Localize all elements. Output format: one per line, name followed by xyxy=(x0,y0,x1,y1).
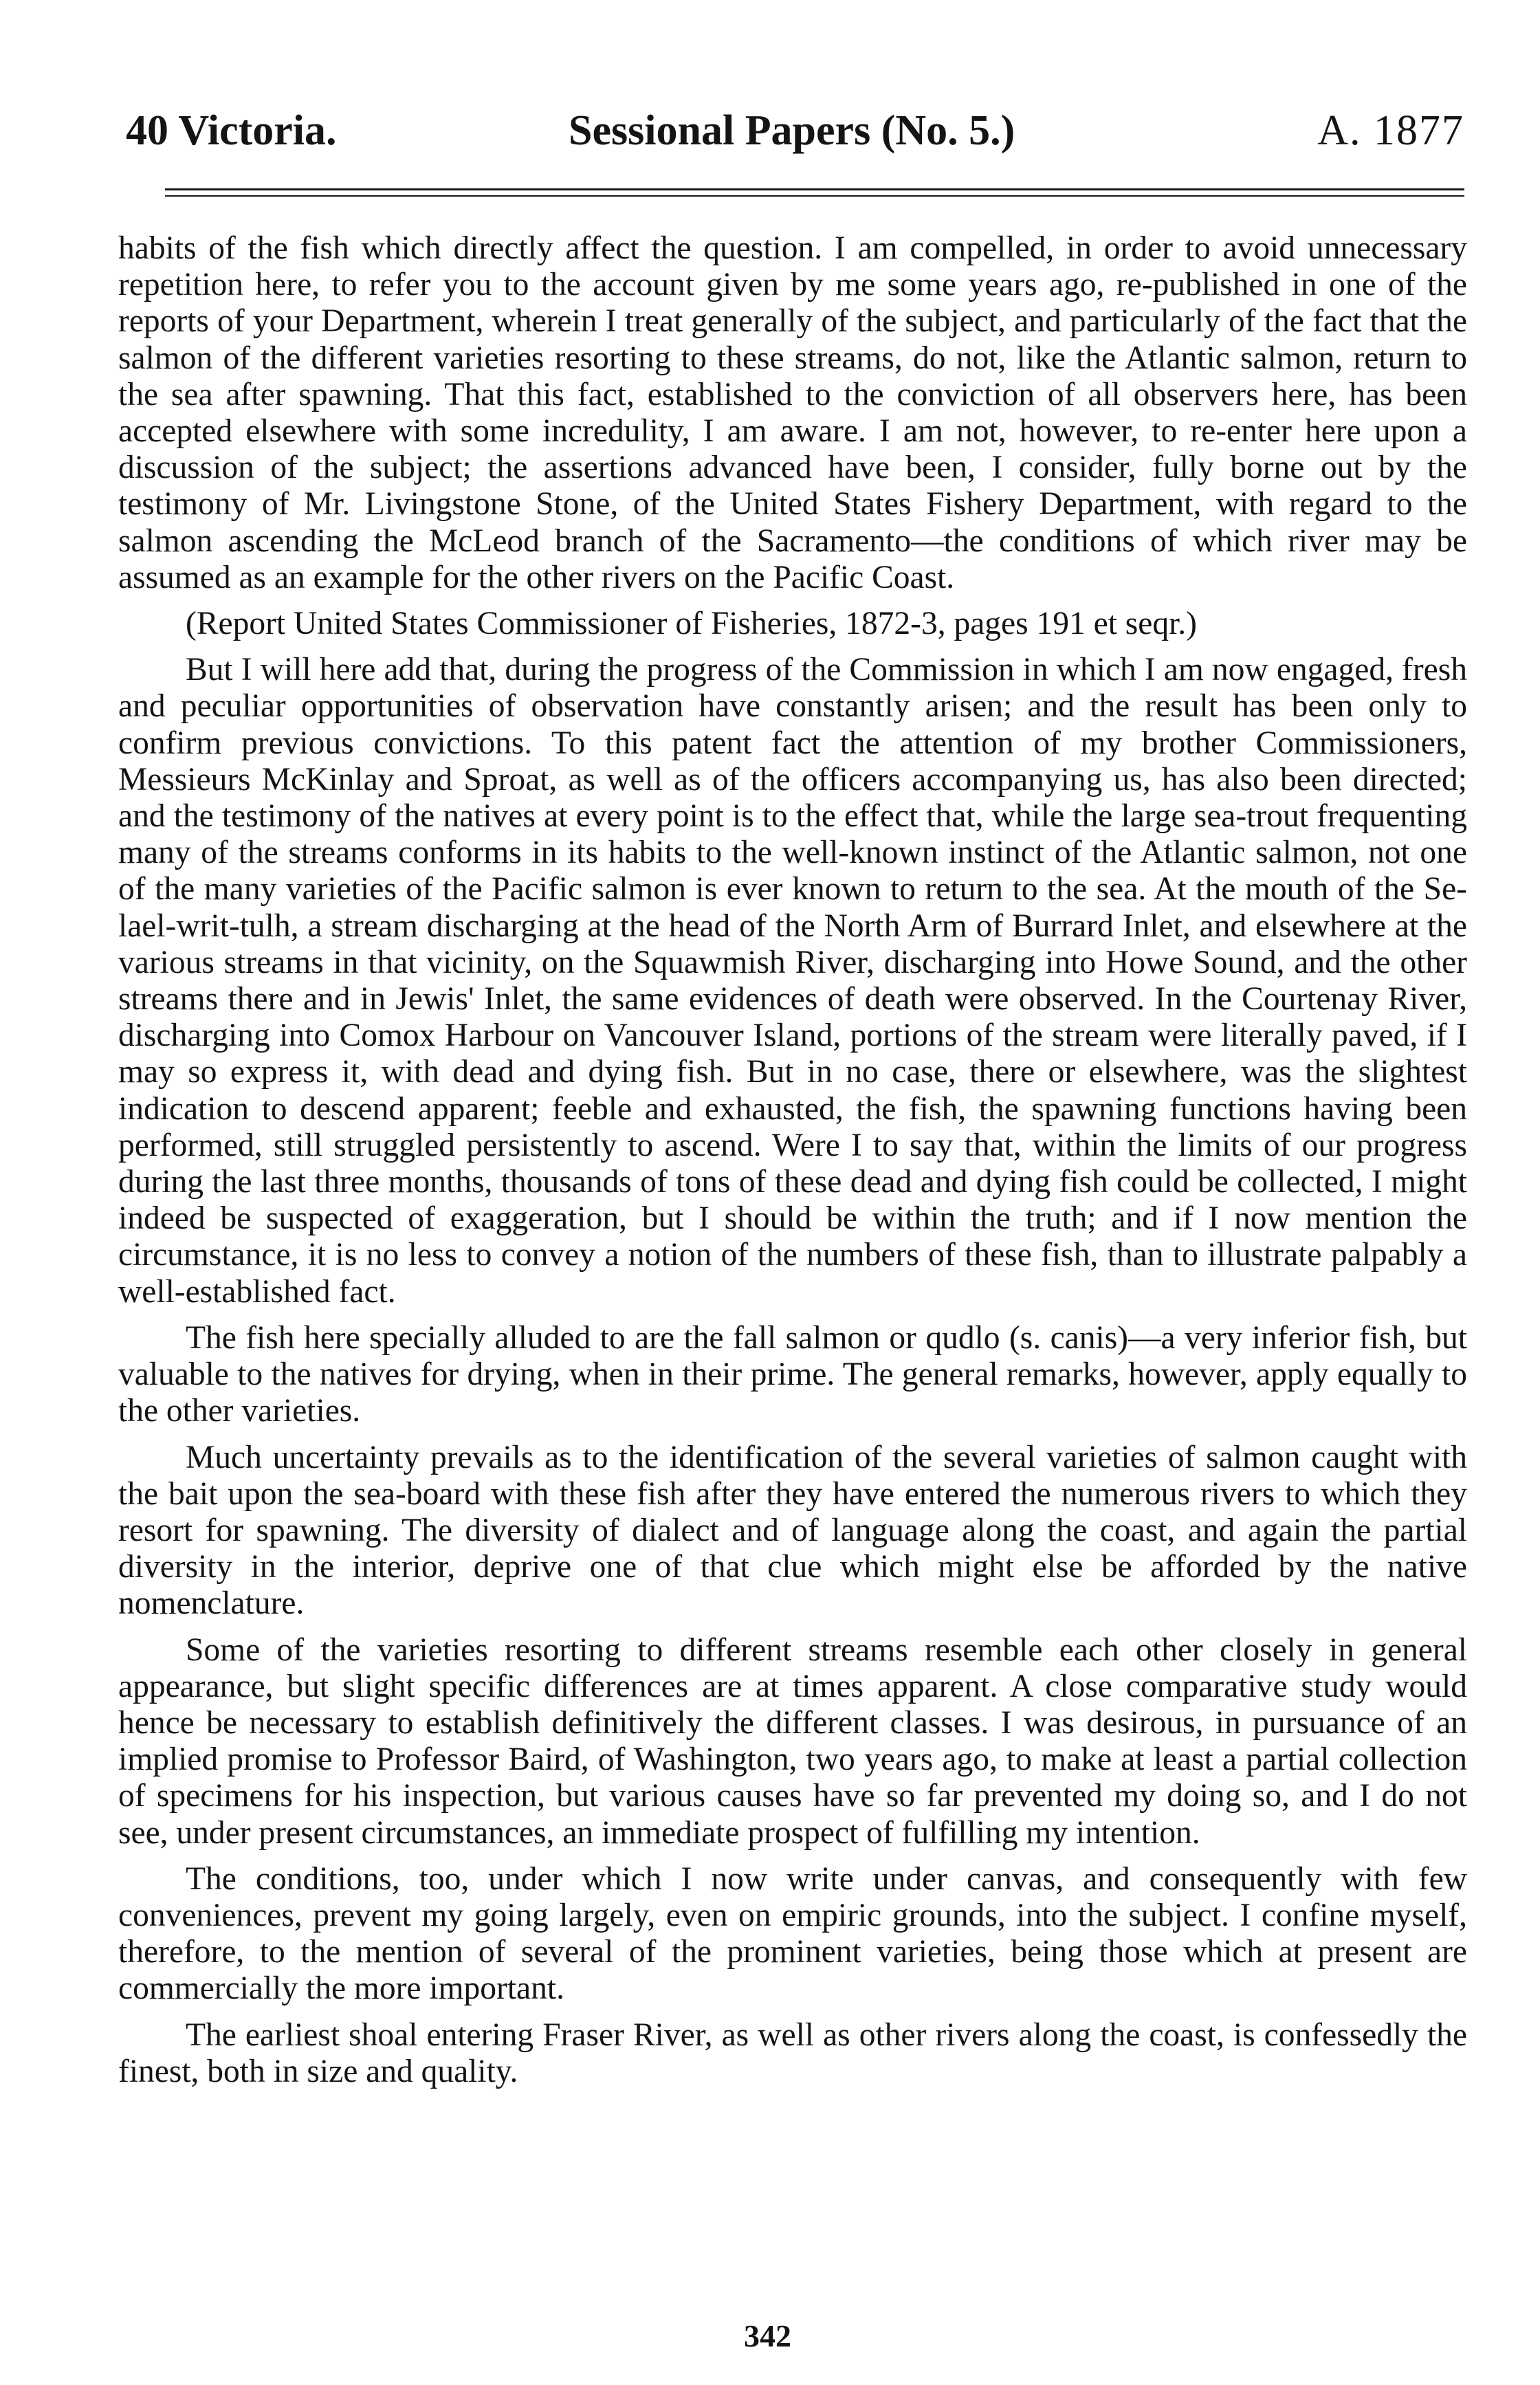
paragraph: Much uncertainty prevails as to the identification of the several varieties of salmon caught with the bait upon the sea-board with these fish after they have entered the numerous rivers to which they resort for spawning. The diversity of dialect and of language along the coast, and again the partial diversity in the interior, deprive one of that clue which might else be afforded by the native nomenclature. xyxy=(118,1439,1467,1622)
page-header xyxy=(120,103,1464,179)
paragraph: The earliest shoal entering Fraser River, as well as other rivers along the coast, is confessedly the finest, both in size and quality. xyxy=(118,2016,1467,2089)
paragraph-continued: habits of the fish which directly affect the question. I am compelled, in order to avoid unnecessary repetition here, to refer you to the account given by me some years ago, re-published in one of the reports of your Department, wherein I treat generally of the subject, and particularly of the fact that the salmon of the different varieties resorting to these streams, do not, like the Atlantic salmon, return to the sea after spawning. That this fact, established to the conviction of all observers here, has been accepted elsewhere with some incredulity, I am aware. I am not, however, to re-enter here upon a discussion of the subject; the assertions advanced have been, I consider, fully borne out by the testimony of Mr. Livingstone Stone, of the United States Fishery Department, with regard to the salmon ascending the McLeod branch of the Sacramento—the conditions of which river may be assumed as an example for the other rivers on the Pacific Coast. xyxy=(118,230,1467,595)
header-title: Sessional Papers (No. 5.) xyxy=(569,107,1015,154)
citation: (Report United States Commissioner of Fisheries, 1872-3, pages 191 et seqr.) xyxy=(186,606,1197,642)
paragraph: Some of the varieties resorting to different streams resemble each other closely in general appearance, but slight specific differences are at times apparent. A close comparative study would hence be necessary to establish definitively the different classes. I was desirous, in pursuance of an implied promise to Professor Baird, of Washington, two years ago, to make at least a partial collection of specimens for his inspection, but various causes have so far prevented my doing so, and I do not see, under present circumstances, an immediate prospect of fulfilling my intention. xyxy=(118,1631,1467,1851)
header-year: A. 1877 xyxy=(1317,107,1464,154)
paragraph: The fish here specially alluded to are the fall salmon or qudlo (s. canis)—a very inferior fish, but valuable to the natives for drying, when in their prime. The general remarks, however, apply equally to the other varieties. xyxy=(118,1319,1467,1429)
page-body xyxy=(118,230,1467,2100)
header-session: 40 Victoria. xyxy=(126,107,337,154)
header-rule-thin xyxy=(165,195,1464,197)
page-number: 342 xyxy=(744,2318,791,2353)
paragraph: But I will here add that, during the progress of the Commission in which I am now engaged, fresh and peculiar opportunities of observation have constantly arisen; and the result has been only to confirm previous convictions. To this patent fact the attention of my brother Commissioners, Messieurs McKinlay and Sproat, as well as of the officers accompanying us, has also been directed; and the testimony of the natives at every point is to the effect that, while the large sea-trout frequenting many of the streams conforms in its habits to the well-known instinct of the Atlantic salmon, not one of the many varieties of the Pacific salmon is ever known to return to the sea. At the mouth of the Se-lael-writ-tulh, a stream discharging at the head of the North Arm of Burrard Inlet, and elsewhere at the various streams in that vicinity, on the Squawmish River, discharging into Howe Sound, and the other streams there and in Jewis' Inlet, the same evidences of death were observed. In the Courtenay River, discharging into Comox Harbour on Vancouver Island, portions of the stream were literally paved, if I may so express it, with dead and dying fish. But in no case, there or elsewhere, was the slightest indication to descend apparent; feeble and exhausted, the fish, the spawning functions having been performed, still struggled persistently to ascend. Were I to say that, within the limits of our progress during the last three months, thousands of tons of these dead and dying fish could be collected, I might indeed be suspected of exaggeration, but I should be within the truth; and if I now mention the circumstance, it is no less to convey a notion of the numbers of these fish, than to illustrate palpably a well-established fact. xyxy=(118,652,1467,1310)
paragraph: The conditions, too, under which I now write under canvas, and consequently with few conveniences, prevent my going largely, even on empiric grounds, into the subject. I confine myself, therefore, to the mention of several of the prominent varieties, being those which at present are commercially the more important. xyxy=(118,1860,1467,2007)
header-rule xyxy=(165,188,1464,190)
